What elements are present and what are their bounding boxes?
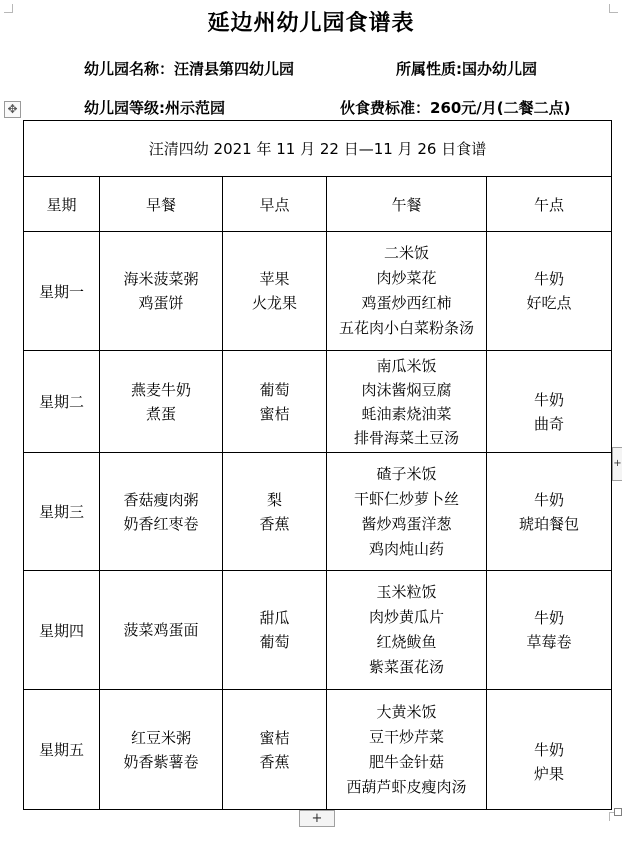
menu-item: 红烧鲅鱼 (376, 633, 437, 651)
menu-item: 奶香紫薯卷 (123, 752, 199, 771)
afternoon-snack-cell[interactable] (487, 571, 612, 690)
lunch-cell[interactable] (327, 232, 487, 351)
add-row-button[interactable]: + (299, 810, 335, 827)
afternoon-snack-cell[interactable] (487, 453, 612, 571)
menu-item: 排骨海菜土豆汤 (353, 428, 459, 447)
meal-fee-standard: 伙食费标准：260元/月(二餐二点) (340, 99, 571, 117)
add-column-button[interactable]: + (612, 447, 622, 481)
table-row-thursday (24, 571, 612, 690)
morning-snack-cell[interactable] (223, 571, 327, 690)
menu-item: 好吃点 (526, 294, 572, 312)
morning-snack-cell[interactable] (223, 232, 327, 351)
weekday-cell[interactable]: 星期一 (24, 232, 100, 351)
menu-item: 葡萄 (259, 380, 290, 399)
lunch-cell[interactable] (327, 453, 487, 571)
menu-item: 玉米粒饭 (376, 583, 437, 601)
menu-item: 梨 (266, 490, 282, 509)
lunch-cell[interactable] (327, 351, 487, 453)
menu-item: 牛奶 (533, 740, 564, 759)
menu-item: 炉果 (533, 764, 564, 783)
menu-item: 南瓜米饭 (376, 356, 437, 375)
document-title: 延边州幼儿园食谱表 (207, 10, 415, 36)
menu-item: 肉沫酱焖豆腐 (361, 380, 452, 399)
header-lunch[interactable]: 午餐 (327, 177, 487, 232)
menu-item: 酱炒鸡蛋洋葱 (361, 514, 452, 533)
table-header-row (24, 177, 612, 232)
table-row-wednesday (24, 453, 612, 571)
menu-item: 苹果 (259, 270, 290, 288)
menu-item: 奶香红枣卷 (123, 514, 199, 533)
table-row-monday (24, 232, 612, 351)
afternoon-snack-cell[interactable] (487, 690, 612, 810)
menu-item: 香蕉 (259, 514, 290, 533)
weekday-cell[interactable]: 星期五 (24, 690, 100, 810)
weekly-menu-table (23, 120, 612, 810)
header-weekday[interactable]: 星期 (24, 177, 100, 232)
table-row-friday (24, 690, 612, 810)
breakfast-cell[interactable] (100, 453, 223, 571)
table-row-tuesday (24, 351, 612, 453)
table-resize-handle[interactable] (614, 808, 622, 816)
weekday-cell[interactable]: 星期二 (24, 351, 100, 453)
menu-item: 火龙果 (251, 294, 297, 312)
menu-item: 牛奶 (533, 270, 564, 288)
menu-item: 干虾仁炒萝卜丝 (353, 489, 459, 508)
menu-item: 甜瓜 (259, 609, 290, 627)
menu-item: 蜜桔 (259, 404, 290, 423)
lunch-cell[interactable] (327, 571, 487, 690)
menu-item: 紫菜蛋花汤 (368, 658, 444, 676)
menu-item: 草莓卷 (526, 633, 572, 651)
menu-item: 肉炒菜花 (376, 269, 437, 287)
menu-item: 西葫芦虾皮瘦肉汤 (346, 777, 467, 796)
table-caption[interactable]: 汪清四幼 2021 年 11 月 22 日—11 月 26 日食谱 (24, 121, 612, 177)
menu-item: 鸡蛋炒西红柿 (361, 294, 452, 312)
menu-item: 鸡肉炖山药 (368, 539, 444, 558)
afternoon-snack-cell[interactable] (487, 232, 612, 351)
table-move-handle-icon[interactable]: ✥ (4, 101, 21, 118)
menu-item: 海米菠菜粥 (123, 270, 199, 288)
menu-item: 香菇瘦肉粥 (123, 490, 199, 509)
lunch-cell[interactable] (327, 690, 487, 810)
morning-snack-cell[interactable] (223, 690, 327, 810)
menu-item: 蚝油素烧油菜 (361, 404, 452, 423)
menu-item: 豆干炒芹菜 (368, 727, 444, 746)
menu-item: 肥牛金针菇 (368, 752, 444, 771)
table-caption-row (24, 121, 612, 177)
menu-item: 琥珀餐包 (518, 514, 579, 533)
ownership-type: 所属性质:国办幼儿园 (396, 60, 537, 78)
morning-snack-cell[interactable] (223, 453, 327, 571)
menu-item: 大黄米饭 (376, 702, 437, 721)
breakfast-cell[interactable] (100, 571, 223, 690)
menu-item: 曲奇 (533, 414, 564, 433)
menu-item: 燕麦牛奶 (130, 380, 191, 399)
menu-item: 牛奶 (533, 609, 564, 627)
menu-item: 肉炒黄瓜片 (368, 608, 444, 626)
menu-item: 牛奶 (533, 490, 564, 509)
menu-item: 鸡蛋饼 (138, 294, 184, 312)
kindergarten-level: 幼儿园等级:州示范园 (84, 99, 225, 117)
header-morning-snack[interactable]: 早点 (223, 177, 327, 232)
menu-item: 葡萄 (259, 633, 290, 651)
menu-item: 蜜桔 (259, 728, 290, 747)
menu-item: 五花肉小白菜粉条汤 (338, 319, 474, 337)
menu-item: 红豆米粥 (130, 728, 191, 747)
menu-item: 碴子米饭 (376, 464, 437, 483)
header-afternoon-snack[interactable]: 午点 (487, 177, 612, 232)
kindergarten-name: 幼儿园名称：汪清县第四幼儿园 (84, 60, 295, 78)
afternoon-snack-cell[interactable] (487, 351, 612, 453)
menu-item: 香蕉 (259, 752, 290, 771)
menu-item: 二米饭 (383, 244, 429, 262)
menu-item: 菠菜鸡蛋面 (123, 621, 199, 639)
breakfast-cell[interactable] (100, 232, 223, 351)
weekday-cell[interactable]: 星期四 (24, 571, 100, 690)
menu-item: 牛奶 (533, 390, 564, 409)
weekday-cell[interactable]: 星期三 (24, 453, 100, 571)
menu-item: 煮蛋 (145, 404, 176, 423)
breakfast-cell[interactable] (100, 351, 223, 453)
header-breakfast[interactable]: 早餐 (100, 177, 223, 232)
breakfast-cell[interactable] (100, 690, 223, 810)
morning-snack-cell[interactable] (223, 351, 327, 453)
